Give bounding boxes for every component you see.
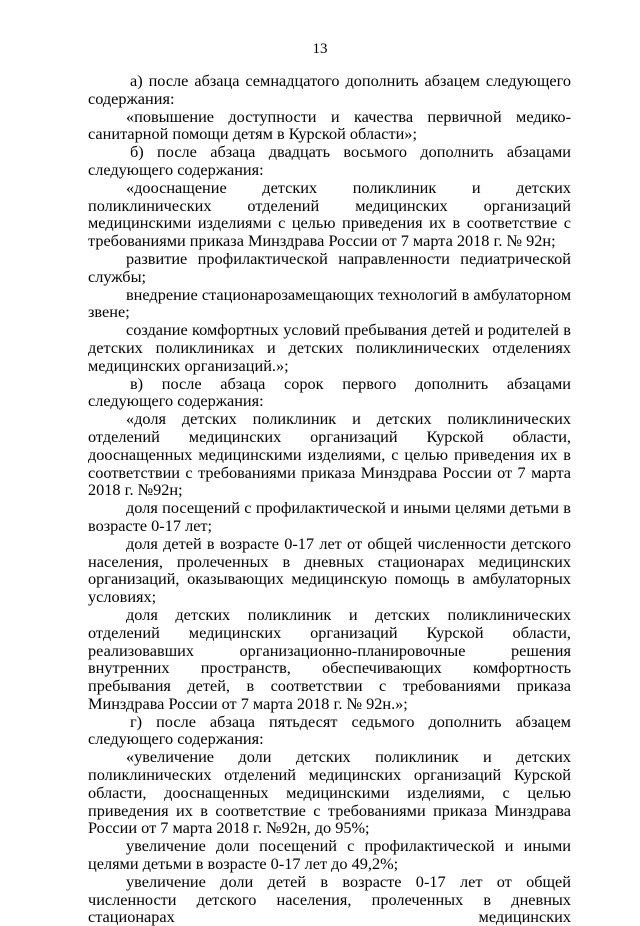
paragraph-result-day-hospital-increase: увеличение доли детей в возрасте 0-17 лет от общей численности детского населения, пролеченных в дневных стационарах медицинских xyxy=(88,871,571,926)
paragraph-indicator-visits-share: доля посещений с профилактической и иными целями детьми в возрасте 0-17 лет; xyxy=(88,498,571,535)
paragraph-amendment-v: в) после абзаца сорок первого дополнить абзацами следующего содержания: xyxy=(88,373,571,411)
paragraph-amendment-b: б) после абзаца двадцать восьмого дополнить абзацами следующего содержания: xyxy=(88,142,571,179)
paragraph-task-inpatient-replacement: внедрение стационарозамещающих технологий в амбулаторном звене; xyxy=(88,284,571,322)
paragraph-task-comfort: создание комфортных условий пребывания детей и родителей в детских поликлиниках и детских поликлинических отделениях медицинских организаций.»; xyxy=(88,320,571,375)
page-number: 13 xyxy=(312,41,328,57)
paragraph-result-visits-increase: увеличение доли посещений с профилактической и иными целями детьми в возрасте 0-17 лет до 49,2%; xyxy=(88,836,571,874)
document-body xyxy=(88,72,571,926)
paragraph-amendment-g: г) после абзаца пятьдесят седьмого дополнить абзацем следующего содержания: xyxy=(88,711,571,749)
paragraph-indicator-equipped-share: «доля детских поликлиник и детских поликлинических отделений медицинских организаций Курской области, дооснащенных медицинскими изделиями, с целью приведения их в соответствии с требованиями приказа Минздрава России от 7 марта 2018 г. №92н; xyxy=(88,409,571,500)
paragraph-task-equipment: «дооснащение детских поликлиник и детских поликлинических отделений медицинских организаций медицинскими изделиями с целью приведения их в соответствие с требованиями приказа Минздрава России от 7 марта 2018 г. № 92н; xyxy=(88,177,571,251)
paragraph-amendment-a: а) после абзаца семнадцатого дополнить абзацем следующего содержания: xyxy=(88,71,571,108)
paragraph-result-equipped-increase: «увеличение доли детских поликлиник и детских поликлинических отделений медицинских организаций Курской области, дооснащенных медицинскими изделиями, с целью приведения их в соответствие с требованиями приказа Минздрава России от 7 марта 2018 г. №92н, до 95%; xyxy=(88,747,571,838)
paragraph-indicator-day-hospital-share: доля детей в возрасте 0-17 лет от общей численности детского населения, пролеченных в дневных стационарах медицинских организаций, оказывающих медицинскую помощь в амбулаторных условиях; xyxy=(88,533,571,607)
paragraph-task-prevention: развитие профилактической направленности педиатрической службы; xyxy=(88,248,571,286)
paragraph-indicator-planning-share: доля детских поликлиник и детских поликлинических отделений медицинских организаций Курской области, реализовавших организационно-планировочные решения внутренних пространств, обеспечивающих комфортность пребывания детей, в соответствии с требованиями приказа Минздрава России от 7 марта 2018 г. № 92н.»; xyxy=(88,604,571,713)
paragraph-quoted-goal: «повышение доступности и качества первичной медико-санитарной помощи детям в Курской области»; xyxy=(88,106,571,144)
